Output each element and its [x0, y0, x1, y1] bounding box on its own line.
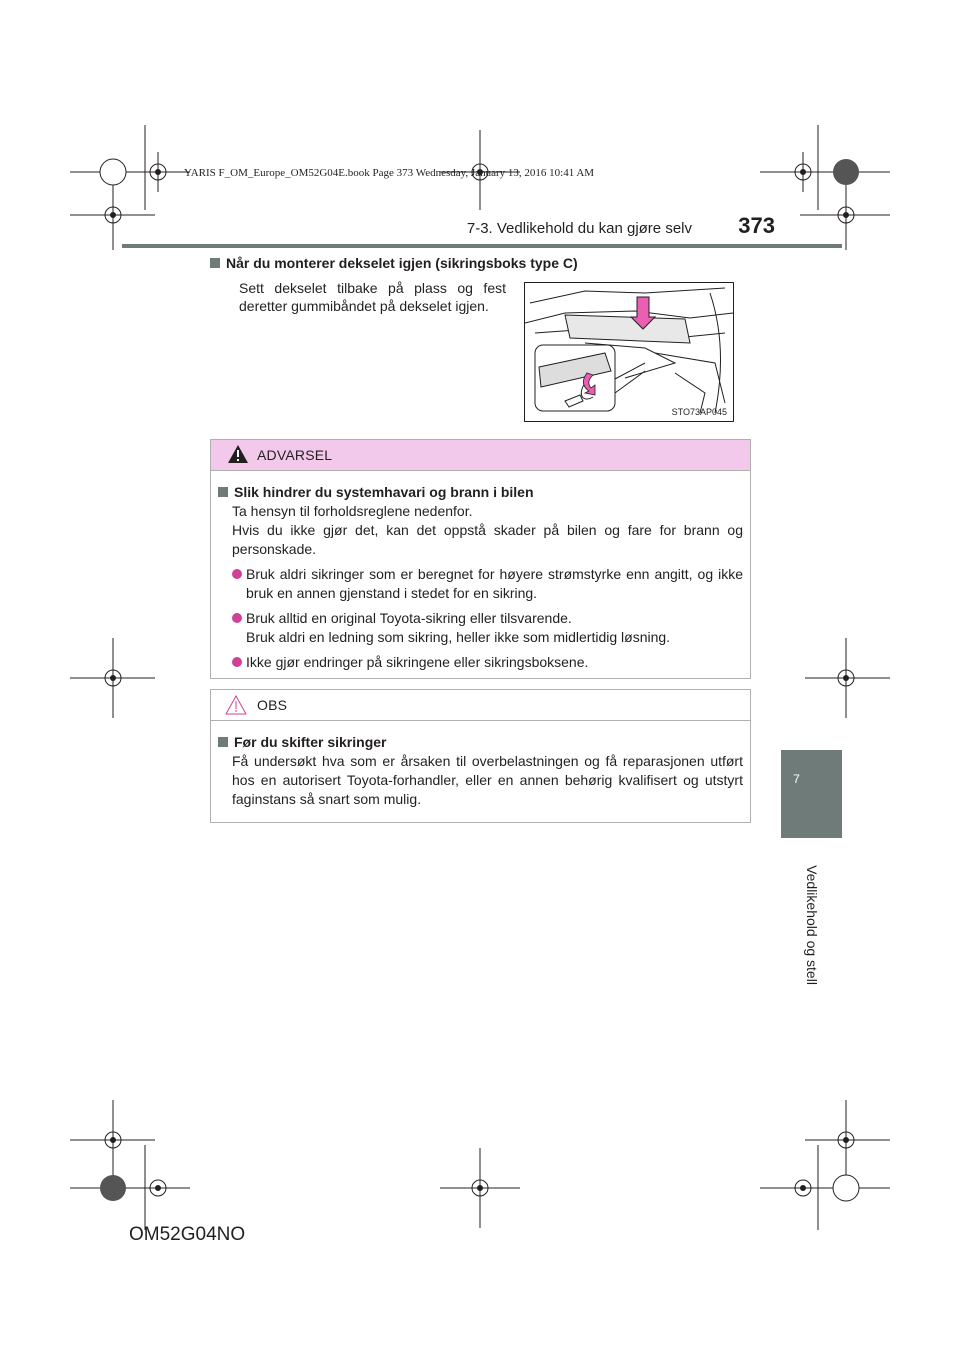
square-bullet-icon [218, 487, 228, 497]
warning-header [211, 440, 750, 471]
warning-subheading-text: Slik hindrer du systemhavari og brann i bilen [234, 484, 534, 500]
warning-subheading [218, 483, 743, 502]
round-bullet-icon [232, 569, 242, 579]
figure-code: STO73AP045 [671, 407, 727, 417]
notice-subheading [218, 733, 743, 752]
notice-body [211, 721, 750, 819]
chapter-title: Vedlikehold og stell [804, 865, 820, 985]
notice-label: OBS [257, 697, 288, 713]
caution-triangle-icon [225, 695, 247, 715]
warning-label: ADVARSEL [257, 447, 333, 463]
warning-bullet-text: Bruk aldri en ledning som sikring, heller ikke som midlertidig løsning. [246, 629, 671, 645]
page-number: 373 [738, 213, 775, 238]
section-title: 7-3. Vedlikehold du kan gjøre selv [466, 220, 692, 237]
round-bullet-icon [232, 657, 242, 667]
notice-box [210, 689, 751, 823]
warning-bullet [232, 565, 743, 603]
round-bullet-icon [232, 613, 242, 623]
warning-bullet-text: Ikke gjør endringer på sikringene eller sikringsboksene. [246, 654, 589, 670]
section-heading-text: Når du monterer dekselet igjen (sikringsboks type C) [226, 255, 578, 271]
warning-body [211, 471, 750, 682]
document-code: OM52G04NO [129, 1224, 246, 1245]
header-rule [122, 244, 842, 248]
chapter-tab [781, 750, 842, 838]
square-bullet-icon [218, 737, 228, 747]
warning-bullet [232, 609, 743, 647]
warning-intro-1: Ta hensyn til forholdsreglene nedenfor. [232, 503, 473, 519]
warning-bullet-text: Bruk alltid en original Toyota-sikring eller tilsvarende. [246, 610, 572, 626]
fuse-box-cover-illustration [524, 282, 734, 422]
square-bullet-icon [210, 258, 220, 268]
warning-intro-2: Hvis du ikke gjør det, kan det oppstå skader på bilen og fare for brann og personskade. [232, 522, 743, 557]
book-file-info: YARIS F_OM_Europe_OM52G04E.book Page 373 Wednesday, January 13, 2016 10:41 AM [184, 167, 595, 179]
section-heading [210, 255, 578, 271]
warning-triangle-icon [227, 444, 249, 464]
warning-box [210, 439, 751, 679]
illustration-drawing [525, 283, 733, 421]
warning-bullet [232, 653, 743, 672]
notice-text: Få undersøkt hva som er årsaken til overbelastningen og få reparasjonen utført hos en autorisert Toyota-forhandler, eller en annen behørig kvalifisert og utstyrt faginstans så snart som mulig. [232, 753, 743, 807]
notice-subheading-text: Før du skifter sikringer [234, 734, 387, 750]
warning-bullet-text: Bruk aldri sikringer som er beregnet for høyere strømstyrke enn angitt, og ikke bruk en annen gjenstand i stedet for en sikring. [246, 566, 743, 601]
chapter-number: 7 [793, 772, 800, 786]
notice-header [211, 690, 750, 721]
intro-text: Sett dekselet tilbake på plass og fest deretter gummibåndet på dekselet igjen. [239, 280, 506, 314]
